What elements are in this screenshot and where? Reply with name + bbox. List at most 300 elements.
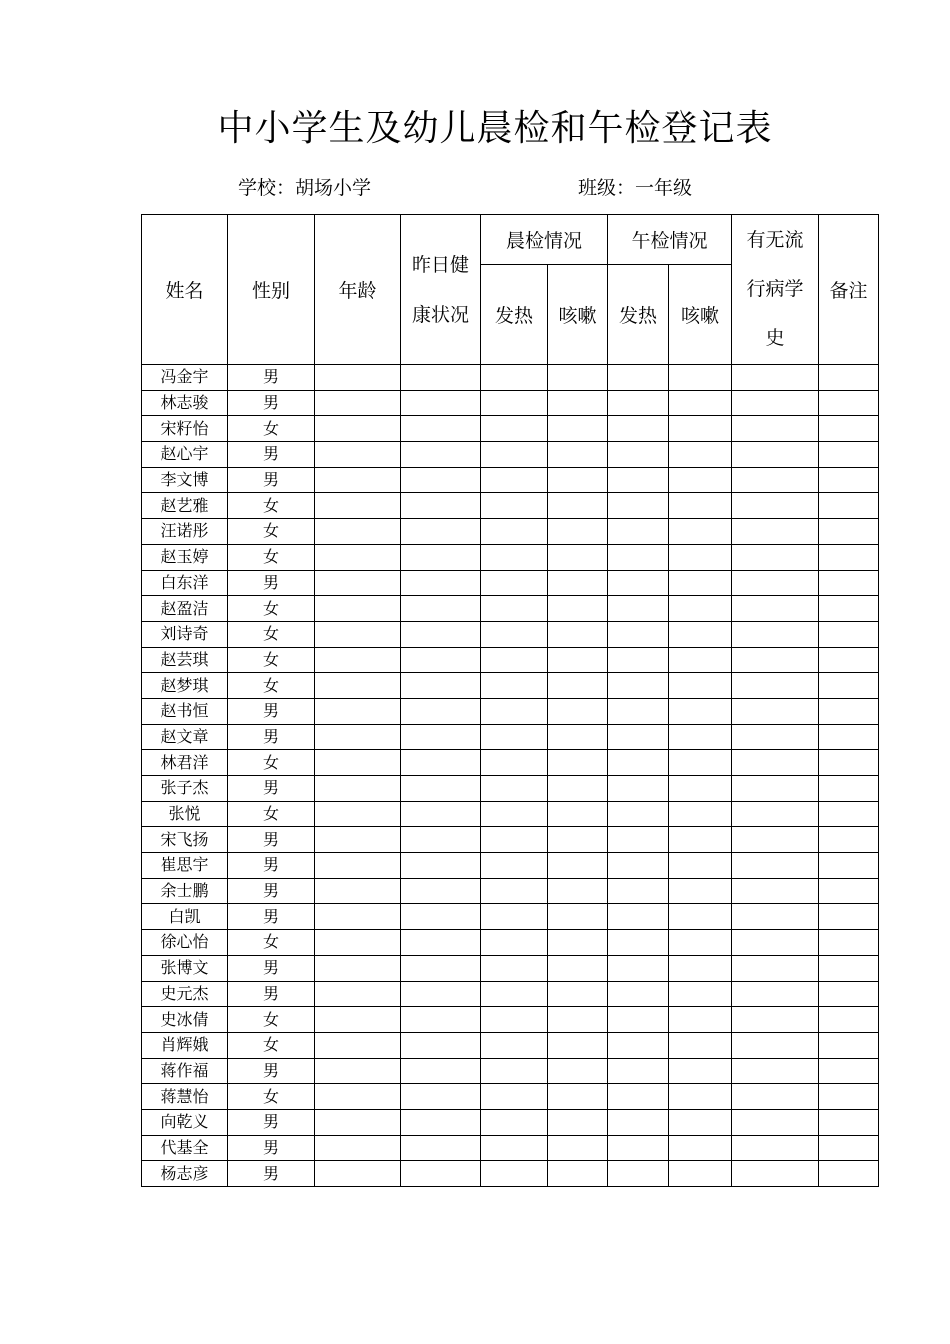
table-row [142, 930, 879, 956]
morning-fever-cell [481, 981, 548, 1007]
student-name: 向乾义 [142, 1109, 228, 1135]
morning-cough-cell [548, 1161, 608, 1187]
remarks-cell [819, 647, 879, 673]
health-cell [401, 493, 481, 519]
student-gender: 女 [228, 596, 315, 622]
noon-fever-cell [608, 1058, 669, 1084]
student-gender: 女 [228, 673, 315, 699]
history-cell [732, 698, 819, 724]
student-gender: 男 [228, 1135, 315, 1161]
table-row [142, 1058, 879, 1084]
student-name: 余士鹏 [142, 878, 228, 904]
health-cell [401, 1161, 481, 1187]
remarks-cell [819, 1161, 879, 1187]
history-cell [732, 442, 819, 468]
morning-fever-cell [481, 1007, 548, 1033]
morning-cough-cell [548, 1135, 608, 1161]
noon-cough-cell [669, 1084, 732, 1110]
health-cell [401, 1109, 481, 1135]
noon-cough-cell [669, 596, 732, 622]
morning-cough-cell [548, 416, 608, 442]
noon-fever-cell [608, 904, 669, 930]
health-cell [401, 853, 481, 879]
student-gender: 女 [228, 519, 315, 545]
morning-cough-cell [548, 724, 608, 750]
morning-fever-cell [481, 416, 548, 442]
noon-cough-cell [669, 981, 732, 1007]
noon-cough-cell [669, 1135, 732, 1161]
remarks-cell [819, 981, 879, 1007]
age-cell [315, 1007, 401, 1033]
morning-cough-cell [548, 493, 608, 519]
history-cell [732, 1007, 819, 1033]
student-gender: 女 [228, 416, 315, 442]
student-gender: 男 [228, 981, 315, 1007]
student-name: 宋籽怡 [142, 416, 228, 442]
age-cell [315, 1058, 401, 1084]
student-name: 张博文 [142, 955, 228, 981]
history-cell [732, 519, 819, 545]
header-history-line2: 行病学 [746, 278, 804, 300]
morning-cough-cell [548, 955, 608, 981]
age-cell [315, 621, 401, 647]
health-cell [401, 416, 481, 442]
noon-cough-cell [669, 673, 732, 699]
header-age: 年龄 [315, 215, 401, 365]
history-cell [732, 1109, 819, 1135]
morning-cough-cell [548, 698, 608, 724]
remarks-cell [819, 596, 879, 622]
table-row [142, 776, 879, 802]
health-cell [401, 570, 481, 596]
history-cell [732, 776, 819, 802]
history-cell [732, 827, 819, 853]
history-cell [732, 724, 819, 750]
noon-fever-cell [608, 1084, 669, 1110]
noon-cough-cell [669, 416, 732, 442]
header-noon-cough: 咳嗽 [669, 265, 732, 365]
remarks-cell [819, 1032, 879, 1058]
table-row [142, 1084, 879, 1110]
age-cell [315, 955, 401, 981]
noon-fever-cell [608, 493, 669, 519]
table-row [142, 519, 879, 545]
remarks-cell [819, 544, 879, 570]
noon-fever-cell [608, 955, 669, 981]
noon-fever-cell [608, 827, 669, 853]
student-gender: 男 [228, 1109, 315, 1135]
noon-cough-cell [669, 724, 732, 750]
age-cell [315, 493, 401, 519]
student-name: 蒋作福 [142, 1058, 228, 1084]
student-name: 赵艺雅 [142, 493, 228, 519]
remarks-cell [819, 930, 879, 956]
noon-fever-cell [608, 878, 669, 904]
noon-fever-cell [608, 724, 669, 750]
student-gender: 女 [228, 544, 315, 570]
table-row [142, 416, 879, 442]
noon-fever-cell [608, 390, 669, 416]
student-gender: 男 [228, 878, 315, 904]
morning-fever-cell [481, 1058, 548, 1084]
morning-fever-cell [481, 955, 548, 981]
health-cell [401, 519, 481, 545]
morning-fever-cell [481, 853, 548, 879]
student-gender: 女 [228, 930, 315, 956]
noon-cough-cell [669, 698, 732, 724]
student-name: 赵心宇 [142, 442, 228, 468]
noon-cough-cell [669, 776, 732, 802]
student-gender: 男 [228, 1161, 315, 1187]
noon-fever-cell [608, 776, 669, 802]
health-cell [401, 1135, 481, 1161]
table-row [142, 390, 879, 416]
morning-fever-cell [481, 673, 548, 699]
remarks-cell [819, 416, 879, 442]
noon-fever-cell [608, 647, 669, 673]
morning-cough-cell [548, 596, 608, 622]
student-name: 林志骏 [142, 390, 228, 416]
table-row [142, 853, 879, 879]
noon-cough-cell [669, 878, 732, 904]
student-name: 李文博 [142, 467, 228, 493]
history-cell [732, 1032, 819, 1058]
noon-fever-cell [608, 442, 669, 468]
student-name: 赵梦琪 [142, 673, 228, 699]
remarks-cell [819, 1058, 879, 1084]
history-cell [732, 955, 819, 981]
noon-cough-cell [669, 519, 732, 545]
student-name: 刘诗奇 [142, 621, 228, 647]
health-cell [401, 442, 481, 468]
morning-fever-cell [481, 776, 548, 802]
age-cell [315, 750, 401, 776]
health-cell [401, 390, 481, 416]
morning-fever-cell [481, 750, 548, 776]
history-cell [732, 493, 819, 519]
header-gender: 性别 [228, 215, 315, 365]
morning-fever-cell [481, 493, 548, 519]
morning-cough-cell [548, 570, 608, 596]
health-cell [401, 647, 481, 673]
morning-cough-cell [548, 1032, 608, 1058]
noon-fever-cell [608, 544, 669, 570]
remarks-cell [819, 621, 879, 647]
header-noon-fever: 发热 [608, 265, 669, 365]
history-cell [732, 1084, 819, 1110]
remarks-cell [819, 519, 879, 545]
student-gender: 女 [228, 1084, 315, 1110]
header-name: 姓名 [142, 215, 228, 365]
table-row [142, 596, 879, 622]
health-cell [401, 981, 481, 1007]
morning-fever-cell [481, 1032, 548, 1058]
header-history-line3: 史 [765, 327, 785, 349]
table-row [142, 442, 879, 468]
health-cell [401, 544, 481, 570]
class-label: 班级：一年级 [578, 177, 693, 199]
remarks-cell [819, 827, 879, 853]
age-cell [315, 1032, 401, 1058]
noon-cough-cell [669, 493, 732, 519]
table-row [142, 1032, 879, 1058]
age-cell [315, 827, 401, 853]
noon-cough-cell [669, 390, 732, 416]
table-row [142, 673, 879, 699]
noon-fever-cell [608, 1161, 669, 1187]
history-cell [732, 673, 819, 699]
table-row [142, 698, 879, 724]
age-cell [315, 1135, 401, 1161]
morning-fever-cell [481, 1135, 548, 1161]
noon-cough-cell [669, 955, 732, 981]
health-cell [401, 365, 481, 391]
noon-fever-cell [608, 673, 669, 699]
morning-cough-cell [548, 519, 608, 545]
age-cell [315, 981, 401, 1007]
age-cell [315, 673, 401, 699]
header-row-1 [142, 215, 879, 265]
table-row [142, 878, 879, 904]
noon-fever-cell [608, 981, 669, 1007]
student-name: 史冰倩 [142, 1007, 228, 1033]
student-name: 肖辉娥 [142, 1032, 228, 1058]
student-rows [142, 365, 879, 1187]
student-name: 汪诺彤 [142, 519, 228, 545]
remarks-cell [819, 365, 879, 391]
student-name: 代基全 [142, 1135, 228, 1161]
health-cell [401, 776, 481, 802]
noon-fever-cell [608, 416, 669, 442]
student-gender: 女 [228, 493, 315, 519]
morning-cough-cell [548, 750, 608, 776]
health-cell [401, 1058, 481, 1084]
history-cell [732, 544, 819, 570]
noon-cough-cell [669, 904, 732, 930]
noon-fever-cell [608, 1032, 669, 1058]
header-health-line1: 昨日健 [411, 253, 469, 276]
history-cell [732, 750, 819, 776]
history-cell [732, 930, 819, 956]
student-name: 史元杰 [142, 981, 228, 1007]
student-gender: 男 [228, 1058, 315, 1084]
student-name: 林君洋 [142, 750, 228, 776]
student-gender: 女 [228, 1032, 315, 1058]
morning-fever-cell [481, 724, 548, 750]
age-cell [315, 776, 401, 802]
morning-cough-cell [548, 467, 608, 493]
age-cell [315, 596, 401, 622]
morning-cough-cell [548, 442, 608, 468]
remarks-cell [819, 853, 879, 879]
table-row [142, 955, 879, 981]
noon-fever-cell [608, 1135, 669, 1161]
health-cell [401, 724, 481, 750]
health-cell [401, 904, 481, 930]
student-gender: 女 [228, 801, 315, 827]
student-gender: 男 [228, 827, 315, 853]
morning-fever-cell [481, 621, 548, 647]
student-name: 冯金宇 [142, 365, 228, 391]
morning-fever-cell [481, 1109, 548, 1135]
remarks-cell [819, 724, 879, 750]
age-cell [315, 904, 401, 930]
remarks-cell [819, 673, 879, 699]
student-gender: 男 [228, 570, 315, 596]
remarks-cell [819, 493, 879, 519]
student-name: 赵盈洁 [142, 596, 228, 622]
noon-fever-cell [608, 930, 669, 956]
noon-cough-cell [669, 1058, 732, 1084]
student-gender: 男 [228, 467, 315, 493]
age-cell [315, 930, 401, 956]
morning-cough-cell [548, 827, 608, 853]
noon-fever-cell [608, 621, 669, 647]
history-cell [732, 981, 819, 1007]
history-cell [732, 621, 819, 647]
table-row [142, 467, 879, 493]
history-cell [732, 390, 819, 416]
morning-fever-cell [481, 647, 548, 673]
noon-fever-cell [608, 750, 669, 776]
morning-fever-cell [481, 801, 548, 827]
age-cell [315, 1161, 401, 1187]
history-cell [732, 1161, 819, 1187]
noon-cough-cell [669, 827, 732, 853]
table-row [142, 1161, 879, 1187]
age-cell [315, 1109, 401, 1135]
health-cell [401, 750, 481, 776]
age-cell [315, 519, 401, 545]
morning-cough-cell [548, 390, 608, 416]
header-morning-check: 晨检情况 [481, 215, 608, 265]
history-cell [732, 365, 819, 391]
health-cell [401, 1084, 481, 1110]
table-row [142, 621, 879, 647]
remarks-cell [819, 442, 879, 468]
remarks-cell [819, 904, 879, 930]
age-cell [315, 416, 401, 442]
noon-fever-cell [608, 1109, 669, 1135]
table-row [142, 647, 879, 673]
remarks-cell [819, 467, 879, 493]
health-cell [401, 596, 481, 622]
remarks-cell [819, 955, 879, 981]
student-gender: 男 [228, 904, 315, 930]
header-epidemic-history [732, 215, 819, 365]
morning-fever-cell [481, 930, 548, 956]
history-cell [732, 801, 819, 827]
morning-fever-cell [481, 519, 548, 545]
student-name: 杨志彦 [142, 1161, 228, 1187]
morning-fever-cell [481, 596, 548, 622]
morning-cough-cell [548, 673, 608, 699]
noon-cough-cell [669, 365, 732, 391]
morning-fever-cell [481, 878, 548, 904]
header-morning-cough: 咳嗽 [548, 265, 608, 365]
noon-cough-cell [669, 750, 732, 776]
morning-cough-cell [548, 621, 608, 647]
remarks-cell [819, 1135, 879, 1161]
morning-cough-cell [548, 776, 608, 802]
student-gender: 女 [228, 750, 315, 776]
student-gender: 男 [228, 776, 315, 802]
morning-cough-cell [548, 904, 608, 930]
noon-cough-cell [669, 544, 732, 570]
header-remarks: 备注 [819, 215, 879, 365]
student-gender: 男 [228, 390, 315, 416]
health-cell [401, 930, 481, 956]
remarks-cell [819, 878, 879, 904]
table-row [142, 904, 879, 930]
noon-fever-cell [608, 519, 669, 545]
remarks-cell [819, 390, 879, 416]
student-name: 崔思宇 [142, 853, 228, 879]
student-name: 赵书恒 [142, 698, 228, 724]
student-name: 宋飞扬 [142, 827, 228, 853]
student-gender: 男 [228, 365, 315, 391]
student-gender: 男 [228, 724, 315, 750]
morning-cough-cell [548, 647, 608, 673]
table-row [142, 365, 879, 391]
student-name: 白凯 [142, 904, 228, 930]
age-cell [315, 570, 401, 596]
student-gender: 男 [228, 955, 315, 981]
header-morning-fever: 发热 [481, 265, 548, 365]
health-cell [401, 698, 481, 724]
table-row [142, 750, 879, 776]
morning-cough-cell [548, 1007, 608, 1033]
table-row [142, 724, 879, 750]
history-cell [732, 853, 819, 879]
health-cell [401, 1032, 481, 1058]
morning-cough-cell [548, 544, 608, 570]
morning-cough-cell [548, 853, 608, 879]
student-gender: 女 [228, 647, 315, 673]
student-gender: 女 [228, 1007, 315, 1033]
morning-fever-cell [481, 1084, 548, 1110]
morning-cough-cell [548, 878, 608, 904]
age-cell [315, 365, 401, 391]
history-cell [732, 1135, 819, 1161]
noon-fever-cell [608, 596, 669, 622]
morning-fever-cell [481, 365, 548, 391]
morning-fever-cell [481, 1161, 548, 1187]
age-cell [315, 467, 401, 493]
student-name: 徐心怡 [142, 930, 228, 956]
remarks-cell [819, 776, 879, 802]
noon-fever-cell [608, 570, 669, 596]
student-gender: 男 [228, 698, 315, 724]
table-row [142, 1007, 879, 1033]
student-gender: 男 [228, 442, 315, 468]
noon-fever-cell [608, 1007, 669, 1033]
table-row [142, 801, 879, 827]
noon-cough-cell [669, 1007, 732, 1033]
morning-cough-cell [548, 981, 608, 1007]
history-cell [732, 878, 819, 904]
student-name: 张子杰 [142, 776, 228, 802]
remarks-cell [819, 801, 879, 827]
noon-cough-cell [669, 647, 732, 673]
morning-cough-cell [548, 801, 608, 827]
student-name: 白东洋 [142, 570, 228, 596]
table-row [142, 544, 879, 570]
student-name: 赵玉婷 [142, 544, 228, 570]
table-row [142, 827, 879, 853]
remarks-cell [819, 750, 879, 776]
morning-cough-cell [548, 365, 608, 391]
